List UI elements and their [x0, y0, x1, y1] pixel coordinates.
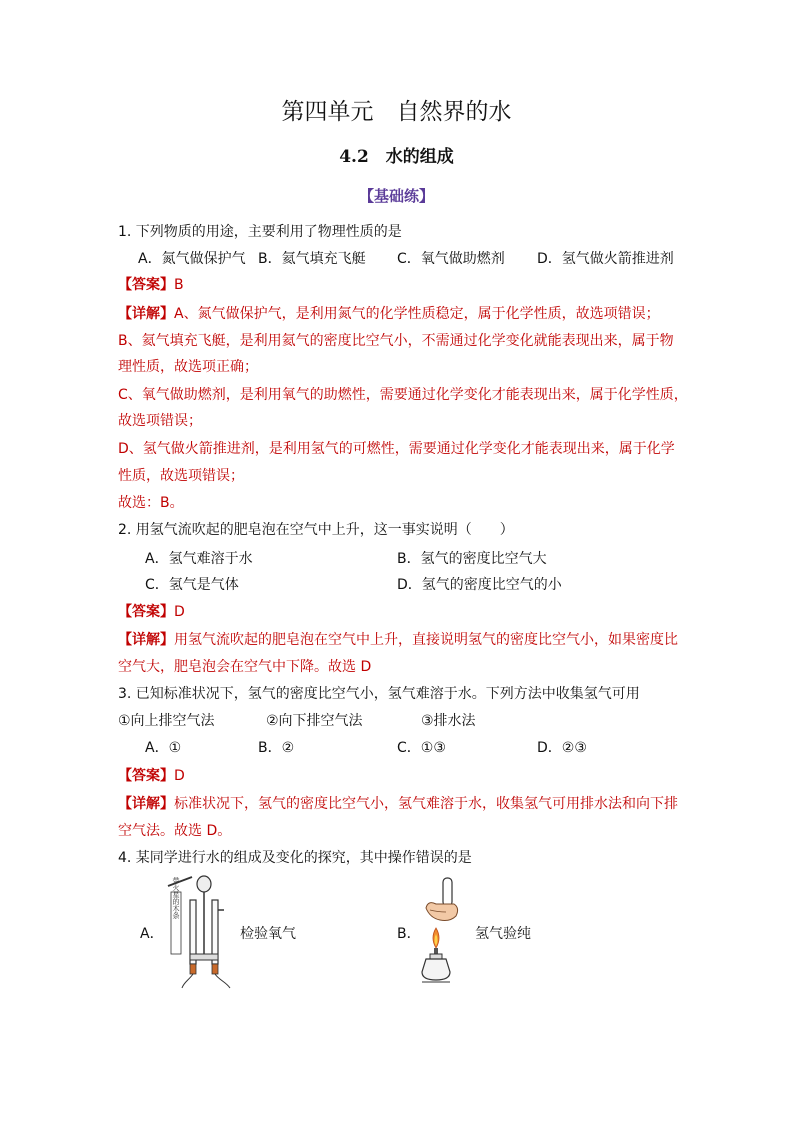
- answer-value: B: [174, 277, 184, 293]
- q2-option-a: A．氢气难溶于水: [145, 551, 253, 567]
- answer-tag: 【答案】: [118, 277, 174, 293]
- q2-detail-line: [118, 630, 678, 650]
- answer-tag: 【答案】: [118, 768, 174, 784]
- q1-detail-line: 理性质，故选项正确；: [118, 359, 258, 375]
- detail-tag: 【详解】: [118, 796, 174, 812]
- q2-option-d: D．氢气的密度比空气的小: [397, 577, 562, 593]
- q1-option-d: D．氢气做火箭推进剂: [537, 251, 674, 267]
- q1-option-c: C．氧气做助燃剂: [397, 251, 505, 267]
- q1-conclusion: 故选：B。: [118, 495, 184, 511]
- q1-answer: [118, 275, 184, 295]
- q4-option-a-text: 检验氧气: [240, 926, 296, 942]
- q3-option-b: B．②: [258, 740, 295, 756]
- unit-title: 第四单元 自然界的水: [281, 99, 512, 125]
- q1-detail-line: C、氧气做助燃剂，是利用氧气的助燃性，需要通过化学变化才能表现出来，属于化学性质，: [118, 387, 688, 403]
- q1-stem: 1. 下列物质的用途，主要利用了物理性质的是: [118, 224, 402, 240]
- q1-detail-line: 故选项错误；: [118, 413, 202, 429]
- q1-detail-line: [118, 304, 660, 324]
- detail-tag: 【详解】: [118, 632, 174, 648]
- q1-option-b: B．氦气填充飞艇: [258, 251, 366, 267]
- q3-option-c: C．①③: [397, 740, 446, 756]
- detail-tag: 【详解】: [118, 306, 174, 322]
- q3-stem: 3. 已知标准状况下，氢气的密度比空气小，氢气难溶于水。下列方法中收集氢气可用: [118, 686, 640, 702]
- detail-text: A、氮气做保护气，是利用氮气的化学性质稳定，属于化学性质，故选项错误；: [174, 306, 660, 322]
- detail-text: 用氢气流吹起的肥皂泡在空气中上升，直接说明氢气的密度比空气小，如果密度比: [174, 632, 678, 648]
- q3-method-3: ③排水法: [421, 713, 476, 729]
- q2-stem: 2. 用氢气流吹起的肥皂泡在空气中上升，这一事实说明（ ）: [118, 522, 514, 538]
- q1-detail-line: 性质，故选项错误；: [118, 468, 244, 484]
- q3-method-1: ①向上排空气法: [118, 713, 215, 729]
- q2-answer: [118, 602, 185, 622]
- q3-option-a: A．①: [145, 740, 182, 756]
- q3-answer: [118, 766, 185, 786]
- q3-detail-line: 空气法。故选 D。: [118, 823, 232, 839]
- section-label: 【基础练】: [358, 187, 434, 205]
- q2-option-c: C．氢气是气体: [145, 577, 239, 593]
- q3-option-d: D．②③: [537, 740, 587, 756]
- answer-tag: 【答案】: [118, 604, 174, 620]
- q4-stem: 4. 某同学进行水的组成及变化的探究，其中操作错误的是: [118, 850, 472, 866]
- detail-text: 标准状况下，氢气的密度比空气小，氢气难溶于水，收集氢气可用排水法和向下排: [174, 796, 678, 812]
- q1-option-a: A．氮气做保护气: [138, 251, 246, 267]
- q4-option-a-letter: A．: [140, 926, 164, 942]
- q4-option-b-text: 氢气验纯: [475, 926, 531, 942]
- q2-detail-line: 空气大，肥皂泡会在空气中下降。故选 D: [118, 659, 372, 675]
- splint-label: 带火星的木条: [172, 877, 180, 919]
- hydrogen-purity-test-figure: [416, 876, 464, 988]
- q3-method-2: ②向下排空气法: [266, 713, 363, 729]
- q1-detail-line: D、氢气做火箭推进剂，是利用氢气的可燃性，需要通过化学变化才能表现出来，属于化学: [118, 441, 675, 457]
- electrolysis-apparatus-figure: [164, 872, 236, 992]
- q3-detail-line: [118, 794, 678, 814]
- answer-value: D: [174, 604, 185, 620]
- svg-text:带火星的木条: [172, 876, 180, 920]
- q2-option-b: B．氢气的密度比空气大: [397, 551, 547, 567]
- q4-option-b-letter: B．: [397, 926, 421, 942]
- answer-value: D: [174, 768, 185, 784]
- q1-detail-line: B、氦气填充飞艇，是利用氦气的密度比空气小，不需通过化学变化就能表现出来，属于物: [118, 333, 674, 349]
- lesson-title: 4.2 水的组成: [339, 147, 454, 167]
